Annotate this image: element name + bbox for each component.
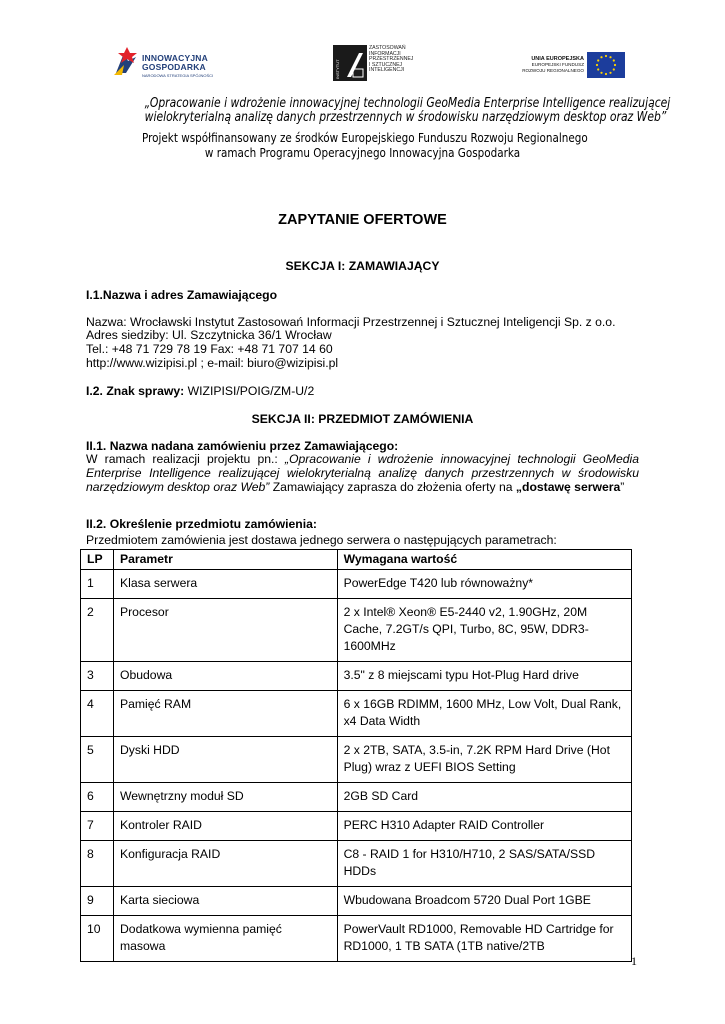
table-cell-parametr: Konfiguracja RAID xyxy=(113,841,337,887)
table-cell-lp: 4 xyxy=(81,691,114,737)
instytut-logo-box xyxy=(333,45,367,81)
logo-ig-line2: GOSPODARKA xyxy=(142,62,206,72)
i1-heading: I.1.Nazwa i adres Zamawiającego xyxy=(86,288,278,302)
logo-ig-line3: NARODOWA STRATEGIA SPÓJNOŚCI xyxy=(142,73,214,78)
table-cell-lp: 3 xyxy=(81,662,114,691)
instytut-line: INFORMACJI xyxy=(369,50,401,57)
column-header-parametr: Parametr xyxy=(113,550,337,570)
table-cell-lp: 9 xyxy=(81,887,114,916)
star-swoosh-icon xyxy=(110,47,140,77)
eu-flag-icon xyxy=(587,52,625,78)
table-cell-lp: 5 xyxy=(81,737,114,783)
instytut-vertical-text: INSTYTUT xyxy=(335,59,340,79)
ii1-line3-plain: Zamawiający zaprasza do złożenia oferty na xyxy=(269,480,516,494)
project-title-line1: „Opracowanie i wdrożenie innowacyjnej technologii GeoMedia Enterprise Intelligence realizującej xyxy=(144,96,671,111)
table-cell-parametr: Wewnętrzny moduł SD xyxy=(113,783,337,812)
eu-line3: ROZWOJU REGIONALNEGO xyxy=(522,68,584,73)
table-cell-wartosc: Wbudowana Broadcom 5720 Dual Port 1GBE xyxy=(337,887,631,916)
server-spec-table xyxy=(80,549,632,962)
instytut-logo xyxy=(333,45,423,83)
i1-phone: Tel.: +48 71 729 78 19 Fax: +48 71 707 14 60 xyxy=(86,342,333,356)
table-cell-lp: 8 xyxy=(81,841,114,887)
section2-heading: SEKCJA II: PRZEDMIOT ZAMÓWIENIA xyxy=(251,412,474,426)
table-cell-wartosc: 6 x 16GB RDIMM, 1600 MHz, Low Volt, Dual Rank, x4 Data Width xyxy=(337,691,631,737)
table-row xyxy=(81,916,632,962)
table-row xyxy=(81,599,632,662)
table-cell-parametr: Karta sieciowa xyxy=(113,887,337,916)
table-cell-wartosc: 3.5" z 8 miejscami typu Hot-Plug Hard drive xyxy=(337,662,631,691)
table-cell-lp: 2 xyxy=(81,599,114,662)
ii1-line3 xyxy=(86,480,624,494)
column-header-lp: LP xyxy=(81,550,114,570)
table-cell-parametr: Kontroler RAID xyxy=(113,812,337,841)
table-cell-wartosc: C8 - RAID 1 for H310/H710, 2 SAS/SATA/SSD HDDs xyxy=(337,841,631,887)
i1-address: Adres siedziby: Ul. Szczytnicka 36/1 Wrocław xyxy=(86,328,332,342)
funding-line2: w ramach Programu Operacyjnego Innowacyjna Gospodarka xyxy=(204,145,521,160)
section1-heading: SEKCJA I: ZAMAWIAJĄCY xyxy=(285,259,440,273)
i2-case-number xyxy=(86,384,314,398)
table-cell-lp: 10 xyxy=(81,916,114,962)
table-cell-parametr: Klasa serwera xyxy=(113,570,337,599)
project-title-line2: wielokryterialną analizę danych przestrzennych w środowisku narzędziowym desktop oraz Web” xyxy=(144,110,667,125)
table-cell-parametr: Obudowa xyxy=(113,662,337,691)
table-cell-wartosc: PowerEdge T420 lub równoważny* xyxy=(337,570,631,599)
table-row xyxy=(81,570,632,599)
table-cell-parametr: Dyski HDD xyxy=(113,737,337,783)
logo-ig-line1: INNOWACYJNA xyxy=(142,53,208,63)
table-row xyxy=(81,887,632,916)
ii1-line3-end: ” xyxy=(620,480,625,494)
table-row xyxy=(81,662,632,691)
ii1-line3-italic: narzędziowym desktop oraz Web” xyxy=(86,480,270,494)
column-header-wartosc: Wymagana wartość xyxy=(337,550,631,570)
table-cell-wartosc: PowerVault RD1000, Removable HD Cartridge for RD1000, 1 TB SATA (1TB native/2TB xyxy=(337,916,631,962)
i2-label: I.2. Znak sprawy: xyxy=(86,384,185,398)
table-cell-wartosc: 2 x Intel® Xeon® E5-2440 v2, 1.90GHz, 20M Cache, 7.2GT/s QPI, Turbo, 8C, 95W, DDR3-1600MHz xyxy=(337,599,631,662)
eu-line2: EUROPEJSKI FUNDUSZ xyxy=(531,62,584,67)
ii1-line1 xyxy=(86,452,639,466)
ii2-intro: Przedmiotem zamówienia jest dostawa jednego serwera o następujących parametrach: xyxy=(86,533,557,547)
i1-web: http://www.wizipisi.pl ; e-mail: biuro@wizipisi.pl xyxy=(86,356,339,370)
i2-value: WIZIPISI/POIG/ZM-U/2 xyxy=(184,384,315,398)
document-title: ZAPYTANIE OFERTOWE xyxy=(278,212,447,228)
ii1-line3-bold: „dostawę serwera xyxy=(515,480,621,494)
table-cell-lp: 6 xyxy=(81,783,114,812)
eu-logo-text xyxy=(516,56,584,74)
ii1-line1-italic: „Opracowanie i wdrożenie innowacyjnej technologii GeoMedia xyxy=(284,452,640,466)
ii1-line2: Enterprise Intelligence realizującej wielokryterialną analizę danych przestrzennych w środowisku xyxy=(86,466,639,480)
instytut-line: INTELIGENCJI xyxy=(369,67,405,74)
table-header-row xyxy=(81,550,632,570)
table-cell-parametr: Pamięć RAM xyxy=(113,691,337,737)
instytut-text xyxy=(369,46,413,74)
table-cell-parametr: Procesor xyxy=(113,599,337,662)
i1-name: Nazwa: Wrocławski Instytut Zastosowań Informacji Przestrzennej i Sztucznej Inteligencji Sp. z o.o. xyxy=(86,315,616,329)
page-number: 1 xyxy=(631,954,637,968)
table-row xyxy=(81,783,632,812)
table-cell-parametr: Dodatkowa wymienna pamięć masowa xyxy=(113,916,337,962)
table-cell-wartosc: 2GB SD Card xyxy=(337,783,631,812)
table-row xyxy=(81,841,632,887)
table-cell-wartosc: PERC H310 Adapter RAID Controller xyxy=(337,812,631,841)
eu-line1: UNIA EUROPEJSKA xyxy=(531,56,584,62)
table-row xyxy=(81,737,632,783)
table-cell-lp: 1 xyxy=(81,570,114,599)
table-row xyxy=(81,812,632,841)
table-row xyxy=(81,691,632,737)
instytut-line: PRZESTRZENNEJ xyxy=(369,56,414,63)
ii1-heading: II.1. Nazwa nadana zamówieniu przez Zamawiającego: xyxy=(86,439,399,453)
instytut-line: ZASTOSOWAŃ xyxy=(369,45,406,51)
table-cell-lp: 7 xyxy=(81,812,114,841)
innowacyjna-gospodarka-logo xyxy=(110,45,230,81)
ii1-line1-plain: W ramach realizacji projektu pn.: xyxy=(86,452,285,466)
instytut-line: I SZTUCZNEJ xyxy=(369,61,403,68)
funding-line1: Projekt współfinansowany ze środków Europejskiego Funduszu Rozwoju Regionalnego xyxy=(142,130,588,145)
table-cell-wartosc: 2 x 2TB, SATA, 3.5-in, 7.2K RPM Hard Drive (Hot Plug) wraz z UEFI BIOS Setting xyxy=(337,737,631,783)
ii2-heading: II.2. Określenie przedmiotu zamówienia: xyxy=(86,517,317,531)
